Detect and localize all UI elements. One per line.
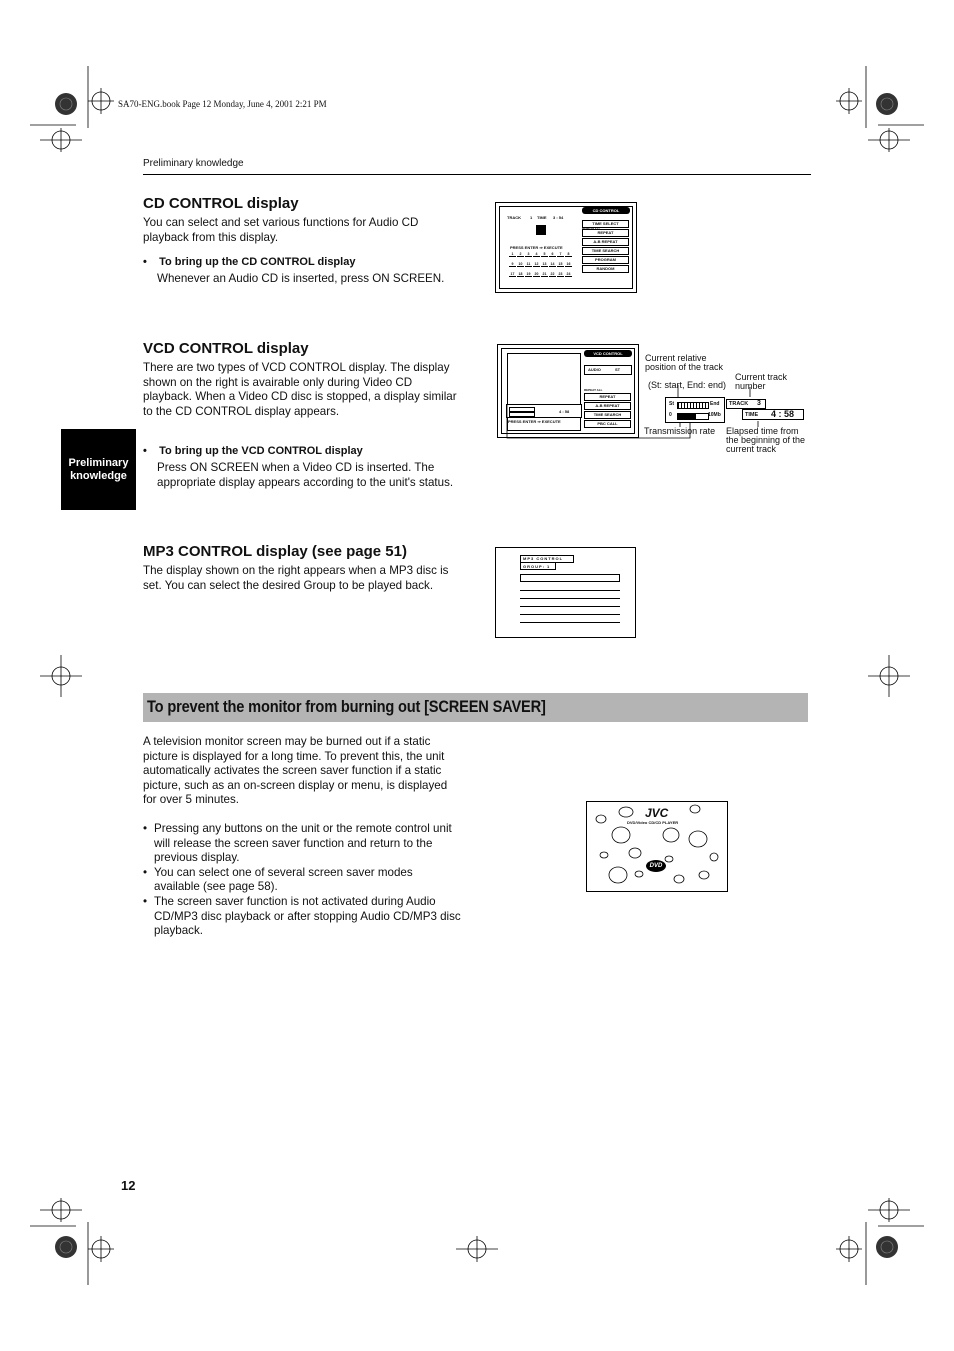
vcd-menu-item: A-B REPEAT [584, 402, 631, 410]
vcd-control-header: VCD CONTROL [584, 350, 632, 357]
cd-menu-item: TIME SEARCH [582, 247, 629, 255]
cd-bullet-body: Whenever an Audio CD is inserted, press ON SCREEN. [157, 272, 445, 285]
dvd-logo: DVD [646, 860, 666, 872]
cd-track-number: 16 [566, 262, 571, 266]
cd-track-number: 17 [510, 272, 515, 276]
page-number: 12 [121, 1178, 136, 1193]
cd-track-number: 1 [509, 252, 516, 257]
inset-track-label: TRACK [729, 401, 749, 407]
side-tab [61, 429, 136, 510]
cd-track-number: 6 [549, 252, 556, 257]
inset-track-value: 3 [757, 400, 761, 407]
cd-track-number: 23 [558, 272, 563, 276]
mp3-control-screen [495, 547, 636, 638]
vcd-control-title: VCD CONTROL display [143, 340, 309, 357]
callout-transmission: Transmission rate [644, 426, 716, 436]
cd-track-number: 21 [542, 272, 547, 276]
cd-press-enter: PRESS ENTER ⇒ EXECUTE [510, 245, 563, 250]
cd-track-label: TRACK [507, 215, 521, 220]
cd-track-number: 7 [557, 252, 564, 257]
inset-rate: 10Mb [708, 412, 721, 418]
cd-bullet-title: • To bring up the CD CONTROL display [143, 256, 356, 268]
cd-track-number: 19 [526, 272, 531, 276]
position-bar [677, 402, 709, 409]
cd-track-number: 13 [542, 262, 547, 266]
file-info: SA70-ENG.book Page 12 Monday, June 4, 2001 2:21 PM [118, 99, 327, 109]
vcd-audio-value: ST [615, 367, 621, 372]
screen-saver-bullets [143, 822, 461, 939]
screen-saver-bullet: • You can select one of several screen saver modes available (see page 58). [143, 866, 461, 895]
cd-track-number: 24 [566, 272, 571, 276]
cd-menu-item: A-B REPEAT [582, 238, 629, 246]
cd-control-header: CD CONTROL [582, 207, 630, 214]
mp3-control-body: The display shown on the right appears when a MP3 disc is set. You can select the desired Group to be played back. [143, 564, 449, 592]
screen-saver-subtitle: DVD/Video CD/CD PLAYER [627, 820, 679, 825]
side-tab-line1: Preliminary [68, 456, 129, 469]
inset-zero: 0 [669, 412, 672, 418]
callout-elapsed: Elapsed time from the beginning of the current track [726, 426, 806, 454]
mp3-group-field [520, 562, 556, 570]
vcd-bullet-title-text: To bring up the VCD CONTROL display [159, 445, 363, 457]
screen-saver-bullet: • Pressing any buttons on the unit or the remote control unit will release the screen saver function and return to the previous display. [143, 822, 461, 866]
cd-control-title: CD CONTROL display [143, 195, 299, 212]
mp3-header: MP3 CONTROL [520, 555, 574, 563]
cd-track-number: 18 [518, 272, 523, 276]
inset-time-value: 4 : 58 [771, 409, 795, 419]
vcd-bullet-body: Press ON SCREEN when a Video CD is inserted. The appropriate display appears according to the unit's status. [157, 461, 454, 489]
screen-saver-body: A television monitor screen may be burned out if a static picture is displayed for a long time. To prevent this, the unit automatically activates the screen saver function if a static picture, such as an on-screen display or menu, is displayed for over 5 minutes. [143, 735, 448, 807]
cd-track-number: 2 [517, 252, 524, 257]
cd-time-label: TIME [537, 215, 547, 220]
cd-bullet-title-text: To bring up the CD CONTROL display [159, 256, 356, 268]
side-tab-line2: knowledge [70, 469, 127, 482]
screen-saver-screen [586, 801, 728, 892]
cd-menu-item: PROGRAM [582, 256, 629, 264]
vcd-repeat-all: REPEAT ALL [584, 388, 603, 392]
mp3-group-value: 1 [547, 564, 550, 569]
vcd-menu-item: TIME SEARCH [584, 411, 631, 419]
cd-track-number: 9 [509, 262, 516, 267]
cd-control-body: You can select and set various functions for Audio CD playback from this display. [143, 216, 419, 244]
screen-saver-banner [143, 693, 808, 722]
cd-track-number: 8 [565, 252, 572, 257]
cd-track-grid [509, 252, 571, 282]
cd-menu-item: REPEAT [582, 229, 629, 237]
cd-track-number: 5 [541, 252, 548, 257]
cd-track-number: 15 [558, 262, 563, 266]
inset-end: End [710, 401, 720, 407]
cd-control-screen [495, 202, 637, 293]
vcd-menu-item: PBC CALL [584, 420, 631, 428]
rate-bar [677, 413, 709, 420]
screen-saver-bullet: • The screen saver function is not activated during Audio CD/MP3 disc playback or after stopping Audio CD/MP3 disc playback. [143, 895, 461, 939]
inset-st: St [669, 401, 674, 407]
cd-menu-item: TIME SELECT [582, 220, 629, 228]
vcd-press-enter: PRESS ENTER ⇒ EXECUTE [508, 419, 561, 424]
mp3-list [520, 574, 620, 622]
screen-saver-title: To prevent the monitor from burning out [SCREEN SAVER] [147, 697, 546, 716]
cd-track-number: 11 [526, 262, 531, 266]
callout-position-sub: (St: start, End: end) [648, 380, 727, 390]
header-rule [143, 174, 811, 175]
cd-play-indicator [536, 225, 546, 235]
mp3-group-label: GROUP: [523, 564, 545, 569]
vcd-rate-inset [665, 397, 725, 423]
mp3-control-title: MP3 CONTROL display (see page 51) [143, 543, 407, 560]
jvc-logo: JVC [645, 806, 669, 820]
cd-menu-item: RANDOM [582, 265, 629, 273]
vcd-time-small: 4 : 58 [559, 409, 570, 414]
cd-track-number: 4 [533, 252, 540, 257]
cd-track-number: 20 [534, 272, 539, 276]
cd-track-number: 12 [534, 262, 539, 266]
cd-time-value: 3 : 54 [553, 215, 564, 220]
cd-track-number: 10 [518, 262, 523, 266]
cd-track-number: 3 [525, 252, 532, 257]
vcd-bullet-title: • To bring up the VCD CONTROL display [143, 445, 363, 457]
cd-track-value: 1 [530, 215, 533, 220]
vcd-audio-label: AUDIO [588, 367, 601, 372]
vcd-menu-item: REPEAT [584, 393, 631, 401]
section-header: Preliminary knowledge [143, 158, 244, 169]
inset-time-label: TIME [745, 412, 759, 418]
cd-track-number: 22 [550, 272, 555, 276]
vcd-control-body: There are two types of VCD CONTROL display. The display shown on the right is avairable only during Video CD playback. When a Video CD disc is stopped, a display similar to the CD CONTROL display appears. [143, 361, 457, 418]
callout-position: Current relative position of the track [645, 353, 724, 372]
vcd-time-inset [726, 397, 803, 421]
cd-track-number: 14 [550, 262, 555, 266]
callout-track-number: Current track number [735, 372, 788, 391]
